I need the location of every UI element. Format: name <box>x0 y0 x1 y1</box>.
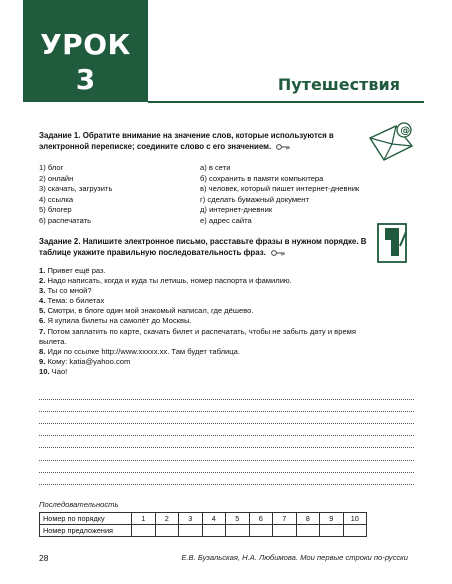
word-item: 2) онлайн <box>39 173 74 183</box>
answer-cell[interactable] <box>273 525 297 537</box>
answer-cell[interactable] <box>179 525 203 537</box>
task1-heading <box>39 130 361 152</box>
order-cell: 10 <box>343 513 367 525</box>
task1-words <box>39 163 112 227</box>
answer-line[interactable] <box>39 461 414 473</box>
header-divider <box>148 101 424 103</box>
phrase-item: 5. Смотри, в блоге один мой знакомый написал, где дёшево. <box>39 306 254 316</box>
order-cell: 4 <box>202 513 226 525</box>
answer-line[interactable] <box>39 424 414 436</box>
lesson-number: 3 <box>75 63 96 96</box>
phrase-item: 6. Я купила билеты на самолёт до Москвы. <box>39 316 192 326</box>
answer-cell[interactable] <box>155 525 179 537</box>
answer-line[interactable] <box>39 436 414 448</box>
answer-line[interactable] <box>39 400 414 412</box>
table-row <box>40 513 367 525</box>
phrase-item: 4. Тема: о билетах <box>39 296 105 306</box>
word-item: 4) ссылка <box>39 194 74 204</box>
word-item: 5) блогер <box>39 205 72 215</box>
row-header: Номер по порядку <box>40 513 132 525</box>
phrase-item: 7. Потом заплатить по карте, скачать билет и распечатать, чтобы не забыть дату и время вылета. <box>39 326 357 346</box>
meaning-item: е) адрес сайта <box>200 215 252 225</box>
sequence-table <box>39 512 367 537</box>
answer-cell[interactable] <box>202 525 226 537</box>
task2-heading <box>39 236 369 258</box>
task2-phrases <box>39 266 373 377</box>
order-cell: 2 <box>155 513 179 525</box>
answer-cell[interactable] <box>343 525 367 537</box>
answer-line[interactable] <box>39 448 414 460</box>
phrase-item: 3. Ты со мной? <box>39 286 92 296</box>
answer-cell[interactable] <box>320 525 344 537</box>
meaning-item: б) сохранить в памяти компьютера <box>200 173 324 183</box>
email-envelope-icon <box>366 120 416 166</box>
table-row <box>40 525 367 537</box>
meaning-item: в) человек, который пишет интернет-дневник <box>200 184 360 194</box>
order-cell: 8 <box>296 513 320 525</box>
answer-line[interactable] <box>39 412 414 424</box>
svg-text:@: @ <box>400 125 411 137</box>
phrase-item: 9. Кому: katia@yahoo.com <box>39 356 131 366</box>
word-item: 1) блог <box>39 163 64 172</box>
page-number: 28 <box>39 553 49 563</box>
answer-line[interactable] <box>39 388 414 400</box>
lesson-box <box>23 0 148 102</box>
letter-writing-icon <box>376 222 410 264</box>
answer-cell[interactable] <box>226 525 250 537</box>
order-cell: 6 <box>249 513 273 525</box>
phrase-item: 10. Чао! <box>39 366 68 376</box>
order-cell: 1 <box>132 513 156 525</box>
word-item: 3) скачать, загрузить <box>39 184 113 194</box>
meaning-item: г) сделать бумажный документ <box>200 194 309 204</box>
order-cell: 9 <box>320 513 344 525</box>
order-cell: 7 <box>273 513 297 525</box>
order-cell: 5 <box>226 513 250 525</box>
row-header: Номер предложения <box>40 525 132 537</box>
meaning-item: а) в сети <box>200 163 231 172</box>
order-cell: 3 <box>179 513 203 525</box>
meaning-item: д) интернет-дневник <box>200 205 273 215</box>
answer-cell[interactable] <box>249 525 273 537</box>
answer-lines[interactable] <box>39 388 414 485</box>
key-icon <box>276 144 290 150</box>
key-icon <box>271 250 285 256</box>
phrase-item: 8. Иди по ссылке http://www.xxxxx.xx. Там будет таблица. <box>39 346 240 356</box>
lesson-title: Путешествия <box>277 75 400 94</box>
answer-line[interactable] <box>39 473 414 485</box>
answer-cell[interactable] <box>132 525 156 537</box>
word-item: 6) распечатать <box>39 215 92 225</box>
task1-meanings <box>200 163 359 227</box>
footer-citation: Е.В. Бузальская, Н.А. Любимова. Мои первые строки по-русски <box>181 553 408 562</box>
answer-cell[interactable] <box>296 525 320 537</box>
lesson-word: УРОК <box>40 28 131 61</box>
task2-text: Задание 2. Напишите электронное письмо, расставьте фразы в нужном порядке. В таблице укажите правильную последовательность фраз. <box>39 237 367 257</box>
phrase-item: 2. Надо написать, когда и куда ты летишь, номер паспорта и фамилию. <box>39 276 292 286</box>
task1-text: Задание 1. Обратите внимание на значение слов, которые используются в электронной переписке; соедините слово с его значением. <box>39 131 334 151</box>
phrase-item: 1. Привет ещё раз. <box>39 266 106 275</box>
sequence-label: Последовательность <box>39 500 119 509</box>
